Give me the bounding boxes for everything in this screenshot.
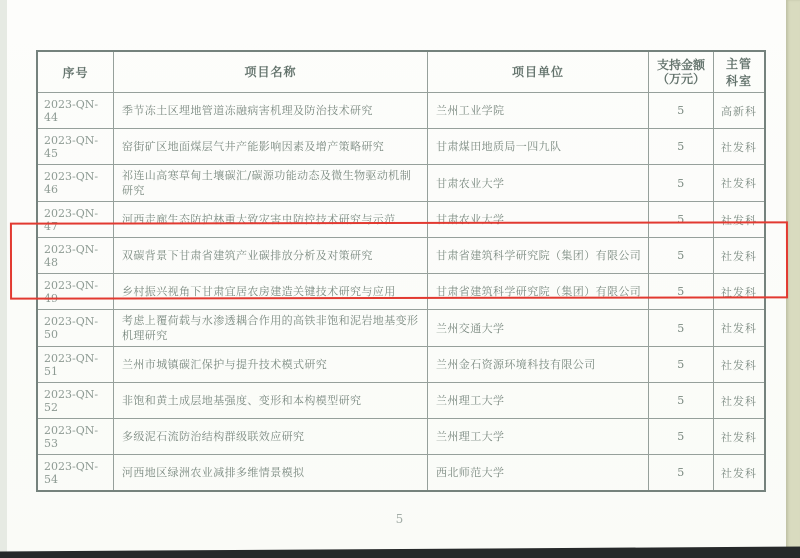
cell-project-id: 2023-QN-47: [38, 202, 114, 237]
cell-project-name: 双碳背景下甘肃省建筑产业碳排放分析及对策研究: [114, 238, 428, 273]
cell-project-unit: 甘肃省建筑科学研究院（集团）有限公司: [428, 274, 649, 309]
table-row: [38, 419, 764, 455]
table-row: [38, 129, 764, 165]
scan-edge-right: [786, 0, 800, 552]
cell-project-id: 2023-QN-52: [38, 383, 114, 418]
cell-department: 社发科: [721, 430, 757, 444]
cell-support-amount: 5: [649, 455, 714, 490]
table-row: [38, 93, 764, 129]
projects-table: [36, 50, 766, 492]
header-id: 序号: [38, 52, 114, 92]
table-row: [38, 455, 764, 490]
table-body: [38, 93, 764, 490]
cell-project-id: 2023-QN-53: [38, 419, 114, 454]
table-row: [38, 310, 764, 347]
cell-project-name: 季节冻土区埋地管道冻融病害机理及防治技术研究: [114, 93, 428, 128]
table-row: [38, 165, 764, 202]
table-row: [38, 238, 764, 274]
header-amount: [649, 52, 714, 92]
cell-support-amount: 5: [649, 383, 714, 418]
cell-project-unit: 甘肃农业大学: [428, 165, 649, 201]
cell-department: 社发科: [721, 322, 757, 335]
cell-project-unit: 甘肃农业大学: [428, 202, 649, 237]
cell-project-unit: 兰州理工大学: [428, 419, 649, 454]
cell-project-unit: 甘肃煤田地质局一四九队: [428, 129, 649, 164]
cell-support-amount: 5: [649, 238, 714, 273]
header-name: 项目名称: [114, 52, 428, 92]
header-dept: 主管科室: [725, 57, 752, 88]
cell-support-amount: 5: [649, 310, 714, 346]
cell-project-name: 多级泥石流防治结构群级联效应研究: [114, 419, 428, 454]
cell-project-unit: 兰州金石资源环境科技有限公司: [428, 347, 649, 382]
cell-project-name: 祁连山高寒草甸土壤碳汇/碳源功能动态及微生物驱动机制研究: [114, 165, 428, 201]
scan-edge-left: [0, 0, 7, 558]
cell-project-id: 2023-QN-45: [38, 129, 114, 164]
header-amount-text: 支持金额 （万元）: [656, 58, 705, 86]
cell-department: 高新科: [721, 104, 757, 118]
cell-department: 社发科: [721, 466, 757, 480]
cell-project-unit: 兰州工业学院: [428, 93, 649, 128]
cell-support-amount: 5: [649, 129, 714, 164]
table-row: [38, 347, 764, 383]
cell-department: 社发科: [721, 394, 757, 408]
cell-project-name: 河西走廊生态防护林重大致灾害虫防控技术研究与示范: [114, 202, 428, 237]
cell-project-name: 考虑上覆荷载与水渗透耦合作用的高铁非饱和泥岩地基变形机理研究: [114, 310, 428, 346]
cell-support-amount: 5: [649, 165, 714, 201]
cell-support-amount: 5: [649, 347, 714, 382]
cell-project-id: 2023-QN-50: [38, 310, 114, 346]
cell-project-name: 非饱和黄土成层地基强度、变形和本构模型研究: [114, 383, 428, 418]
cell-department: 社发科: [721, 249, 757, 263]
cell-department: 社发科: [721, 358, 757, 372]
cell-project-id: 2023-QN-48: [38, 238, 114, 273]
cell-project-id: 2023-QN-44: [38, 93, 114, 128]
cell-project-unit: 兰州交通大学: [428, 310, 649, 346]
table-row: [38, 274, 764, 310]
header-unit: 项目单位: [428, 52, 649, 92]
cell-project-name: 乡村振兴视角下甘肃宜居农房建造关键技术研究与应用: [114, 274, 428, 309]
cell-support-amount: 5: [649, 274, 714, 309]
cell-department: 社发科: [721, 213, 757, 227]
cell-project-id: 2023-QN-49: [38, 274, 114, 309]
cell-support-amount: 5: [649, 202, 714, 237]
table-row: [38, 202, 764, 238]
cell-project-unit: 甘肃省建筑科学研究院（集团）有限公司: [428, 238, 649, 273]
cell-project-name: 兰州市城镇碳汇保护与提升技术模式研究: [114, 347, 428, 382]
table-header-row: [38, 52, 764, 93]
cell-department: 社发科: [721, 285, 757, 299]
cell-project-id: 2023-QN-46: [38, 165, 114, 201]
cell-department: 社发科: [721, 177, 757, 190]
cell-department: 社发科: [721, 140, 757, 154]
cell-project-unit: 兰州理工大学: [428, 383, 649, 418]
cell-project-name: 窑街矿区地面煤层气井产能影响因素及增产策略研究: [114, 129, 428, 164]
cell-project-id: 2023-QN-54: [38, 455, 114, 490]
cell-support-amount: 5: [649, 419, 714, 454]
page-number: 5: [395, 512, 405, 526]
table-row: [38, 383, 764, 419]
cell-project-name: 河西地区绿洲农业减排多维情景模拟: [114, 455, 428, 490]
cell-project-id: 2023-QN-51: [38, 347, 114, 382]
scan-edge-bottom: [0, 546, 800, 558]
cell-support-amount: 5: [649, 93, 714, 128]
cell-project-unit: 西北师范大学: [428, 455, 649, 490]
